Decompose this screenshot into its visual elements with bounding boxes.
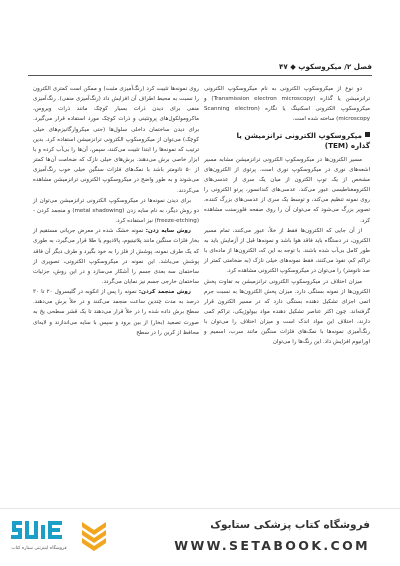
- term-shadowing: روش سایه زدن:: [145, 228, 192, 235]
- logo-wordmark-icon: [8, 515, 66, 545]
- bullet-square-icon: [365, 132, 370, 137]
- shop-url-link[interactable]: WWW.SETABOOK.COM: [174, 538, 370, 553]
- term-freezing: روش منجمد کردن:: [138, 289, 191, 296]
- shop-title: فروشگاه کتاب پزشکی ستابوک: [210, 519, 370, 531]
- paragraph: دو نوع از میکروسکوپ الکترونی به نام میکروسکوپ الکترونی ترانزمیشن یا گذاره (Transmission electron microscopy) و میکروسکوپ الکترونی اسکنینگ یا نگاره (Scanning electron microscopy) ساخته شده است.: [204, 86, 371, 123]
- paragraph: میزان اختلاف در میکروسکوپ الکترونی ترانزمیشن به تفاوت پخش الکترون‌ها از نمونه بستگی دارد. میزان پخش الکترون‌ها به نسبت جرم اتمی اجزای تشکیل دهنده بستگی دارد که در مسیر الکترون قرار گرفته‌اند. چون اکثر عناصر تشکیل دهنده مواد بیولوژیکی، تراکم کمی دارند، اختلاف این مواد اندک است و میزان اختلاف را می‌توان با رنگ‌آمیزی نمونه‌ها با نمک‌های فلزات سنگین مانند سرب، اسمیم و اورانیوم افزایش داد. این رنگ‌ها را می‌توان: [204, 278, 370, 346]
- paragraph: از آن جایی که الکترون‌ها فقط از خلأ، عبور می‌کنند، تمام مسیر الکترون، در دستگاه باید فاقد هوا باشد و نمونه‌ها قبل از آزمایش باید به طور کامل بی‌آب شده باشند. با توجه به این که، الکترون‌ها از ماده‌ای با تراکم کم، نفوذ می‌کنند، فقط نمونه‌های خیلی نازک (به ضخامتی کمتر از صد نانومتر) را می‌توان در میکروسکوپ الکترونی مشاهده کرد.: [204, 227, 370, 275]
- heading-line-2: گذاره (TEM): [324, 140, 370, 150]
- left-column: [33, 84, 199, 338]
- right-column: [204, 84, 370, 348]
- logo-caption: فروشگاه اینترنتی ستاره کتاب: [11, 546, 67, 551]
- chapter-title: فصل ۲/ میکروسکوپ ◆ ۴۷: [278, 62, 372, 71]
- heading-line-1: میکروسکوپ الکترونی ترانزمیشن یا: [236, 130, 362, 140]
- paragraph: مسیر الکترون‌ها در میکروسکوپ الکترونی ترانزمیشن مشابه مسیر اشعه‌های نوری در میکروسکوپ نوری است. پرتوی از الکترون‌های مشخص از یک توپ الکترون از میان یک سری از عدسی‌های الکترومغناطیسی عبور می‌کند. عدسی‌های کندانسور، پرتو الکترونی را روی نمونه تنظیم می‌کند، و توسط یک سری از عدسی‌های بزرگ کننده، تصویر بزرگ می‌شود که می‌توان آن را روی صفحه فلورسنت مشاهده کرد.: [204, 156, 370, 224]
- book-emblem-icon: [76, 516, 112, 552]
- paragraph-text: نمونه را پس از انکوبه در گلیسرول ۲۰ تا ۳۰ درصد به مدت چندین ساعت منجمد می‌کنند و در خلأ برش می‌دهند. سطح برش داده شده را در خلأ قرار می‌دهند تا یک قشر سطحی یخ به صورت تصعید (بخار) از بین برود و سپس با سایه می‌اندازند و لایه‌ای محافظ از کربن را در سطح: [33, 289, 199, 336]
- paragraph-text: نمونه خشک شده در معرض جریانی مستقیم از بخار فلزات سنگین مانند پلاتینیوم، پالادیوم یا طلا قرار می‌گیرد، به طوری که یک طرف نمونه، پوشش از فلز را به خود بگیرد و طرف دیگر آن فاقد پوشش می‌باشد. این نمونه در میکروسکوپ الکترونی، تصویری از ساختمان سه بعدی جسم را آشکار می‌سازد و در این روش، جزئیات ساختمان خارجی جسم نیز نمایان می‌گردد.: [33, 228, 199, 285]
- header-rule: [28, 75, 372, 76]
- paragraph: [33, 287, 199, 338]
- section-heading: [204, 131, 370, 151]
- store-logo[interactable]: [8, 511, 68, 559]
- paragraph: روی نمونه‌ها تثبیت کرد (رنگ‌آمیزی مثبت) و ممکن است کمتری الکترون را نسبت به محیط اطراف آن افزایش داد (رنگ‌آمیزی منفی). رنگ‌آمیزی منفی برای دیدن ذرات بسیار کوچک مانند ذرات ویروس، ماکرومولکول‌های پروتئینی و ذرات کوچک مورد استفاده قرار می‌گیرد. برای دیدن ساختمان داخلی سلول‌ها (حتی میکروارگانیزم‌های خیلی کوچک) می‌توان از میکروسکوپ الکترونی ترانزمیشن استفاده کرد. بدین ترتیب که نمونه‌ها را ابتدا تثبیت می‌کنند، سپس، آن‌ها را بی‌آب کرده و با ابزار خاصی برش می‌دهند. برش‌های خیلی نازک که ضخامت آن‌ها کمتر از ۵۰ نانومتر باشد با نمک‌های فلزات سنگین خیلی خوب رنگ‌آمیزی می‌شوند و به طور واضح در میکروسکوپ الکترونی ترانزمیشن مشاهده می‌کردند.: [33, 86, 199, 194]
- page-header: [28, 62, 372, 78]
- paragraph: [33, 226, 199, 287]
- paragraph: برای دیدن نمونه‌ها در میکروسکوپ الکترونی ترانزمیشن می‌توان از دو روش دیگر، به نام سایه زدن (metal shadowing) و منجمد کردن - (freeze-etching) نیز استفاده کرد.: [33, 197, 199, 225]
